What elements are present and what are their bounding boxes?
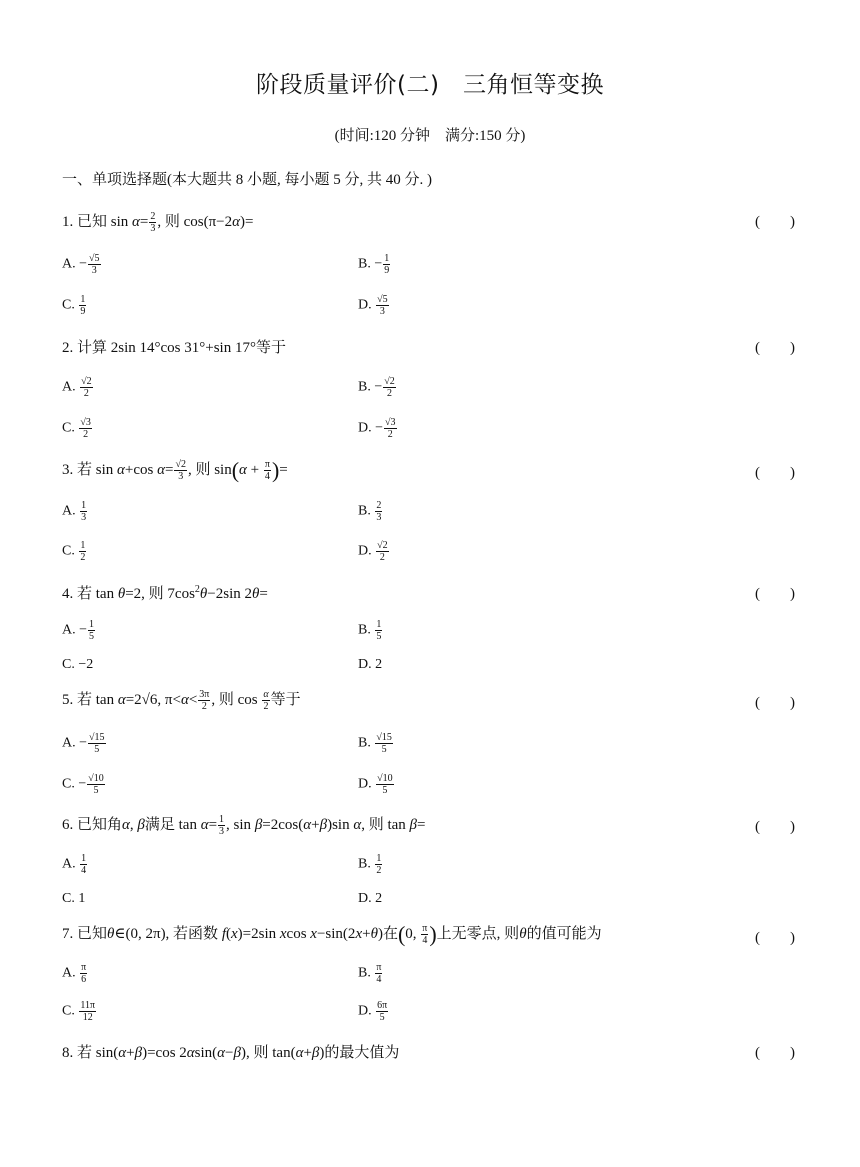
answer-blank-7: ( ) bbox=[755, 930, 795, 946]
question-4-option-b: B. $\frac{1}{5}$ bbox=[358, 619, 382, 642]
question-7-option-c: C. $\frac{11\pi}{12}$ bbox=[62, 1000, 96, 1023]
question-6-option-d: D. 2 bbox=[358, 891, 383, 906]
question-3-option-c: C. $\frac{1}{2}$ bbox=[62, 540, 86, 563]
question-1-stem: 1. 已知 sin α= $\frac{2}{3}$ , 则 cos(π−2α)= bbox=[62, 211, 254, 235]
question-5-option-b: B. $\frac{√15}{5}$ bbox=[358, 732, 392, 755]
answer-blank-1: ( ) bbox=[755, 214, 795, 230]
answer-blank-6: ( ) bbox=[755, 819, 795, 835]
question-2-stem: 2. 计算 2sin 14°cos 31°+sin 17°等于 bbox=[62, 340, 286, 356]
question-6-option-b: B. $\frac{1}{2}$ bbox=[358, 853, 382, 876]
question-4-option-a: A. − $\frac{1}{5}$ bbox=[62, 619, 95, 642]
question-6-stem: 6. 已知角α, β满足 tan α= $\frac{1}{3}$ , sin β=2cos(α+β)sin α, 则 tan β= bbox=[62, 814, 426, 838]
question-5-option-a: A. − $\frac{√15}{5}$ bbox=[62, 732, 105, 755]
question-5-stem: 5. 若 tan α=2√6, π<α< $\frac{3\pi}{2}$ , 则 cos $\frac{\alpha}{2}$ 等于 bbox=[62, 689, 301, 713]
question-1-option-b: B. − $\frac{1}{9}$ bbox=[358, 253, 390, 276]
question-7-stem: 7. 已知θ∈(0, 2π), 若函数 f(x)=2sin xcos x−sin(2x+θ)在(0, $\frac{\pi}{4}$ )上无零点, 则θ的值可能为 bbox=[62, 921, 602, 947]
question-6-option-c: C. 1 bbox=[62, 891, 86, 906]
answer-blank-3: ( ) bbox=[755, 465, 795, 481]
answer-blank-2: ( ) bbox=[755, 340, 795, 356]
question-2-option-b: B. − $\frac{√2}{2}$ bbox=[358, 376, 395, 399]
question-3-option-a: A. $\frac{1}{3}$ bbox=[62, 500, 87, 523]
question-8-stem: 8. 若 sin(α+β)=cos 2αsin(α−β), 则 tan(α+β)的最大值为 bbox=[62, 1045, 400, 1061]
question-4-option-c: C. −2 bbox=[62, 657, 94, 672]
answer-blank-5: ( ) bbox=[755, 695, 795, 711]
exam-info: (时间:120 分钟 满分:150 分) bbox=[334, 128, 526, 144]
question-2-option-c: C. $\frac{√3}{2}$ bbox=[62, 417, 91, 440]
question-7-option-a: A. $\frac{\pi}{6}$ bbox=[62, 962, 87, 985]
section-heading: 一、单项选择题(本大题共 8 小题, 每小题 5 分, 共 40 分. ) bbox=[62, 172, 432, 188]
question-5-option-d: D. $\frac{√10}{5}$ bbox=[358, 773, 393, 796]
question-1-option-c: C. $\frac{1}{9}$ bbox=[62, 294, 86, 317]
question-7-option-d: D. $\frac{6\pi}{5}$ bbox=[358, 1000, 388, 1023]
question-2-option-d: D. − $\frac{√3}{2}$ bbox=[358, 417, 396, 440]
question-3-option-d: D. $\frac{√2}{2}$ bbox=[358, 540, 388, 563]
question-3-stem: 3. 若 sin α+cos α= $\frac{√2}{3}$ , 则 sin(α + $\frac{\pi}{4}$ )= bbox=[62, 457, 288, 483]
question-1-option-d: D. $\frac{√5}{3}$ bbox=[358, 294, 388, 317]
question-4-stem: 4. 若 tan θ=2, 则 $7\cos^2\theta-2\sin$ 2θ= bbox=[62, 584, 268, 602]
question-6-option-a: A. $\frac{1}{4}$ bbox=[62, 853, 87, 876]
question-2-option-a: A. $\frac{√2}{2}$ bbox=[62, 376, 92, 399]
question-1-option-a: A. − $\frac{√5}{3}$ bbox=[62, 253, 100, 276]
page-title: 阶段质量评价(二) 三角恒等变换 bbox=[256, 72, 604, 98]
question-5-option-c: C. − $\frac{√10}{5}$ bbox=[62, 773, 104, 796]
question-3-option-b: B. $\frac{2}{3}$ bbox=[358, 500, 382, 523]
question-4-option-d: D. 2 bbox=[358, 657, 383, 672]
answer-blank-8: ( ) bbox=[755, 1045, 795, 1061]
answer-blank-4: ( ) bbox=[755, 586, 795, 602]
question-7-option-b: B. $\frac{\pi}{4}$ bbox=[358, 962, 382, 985]
